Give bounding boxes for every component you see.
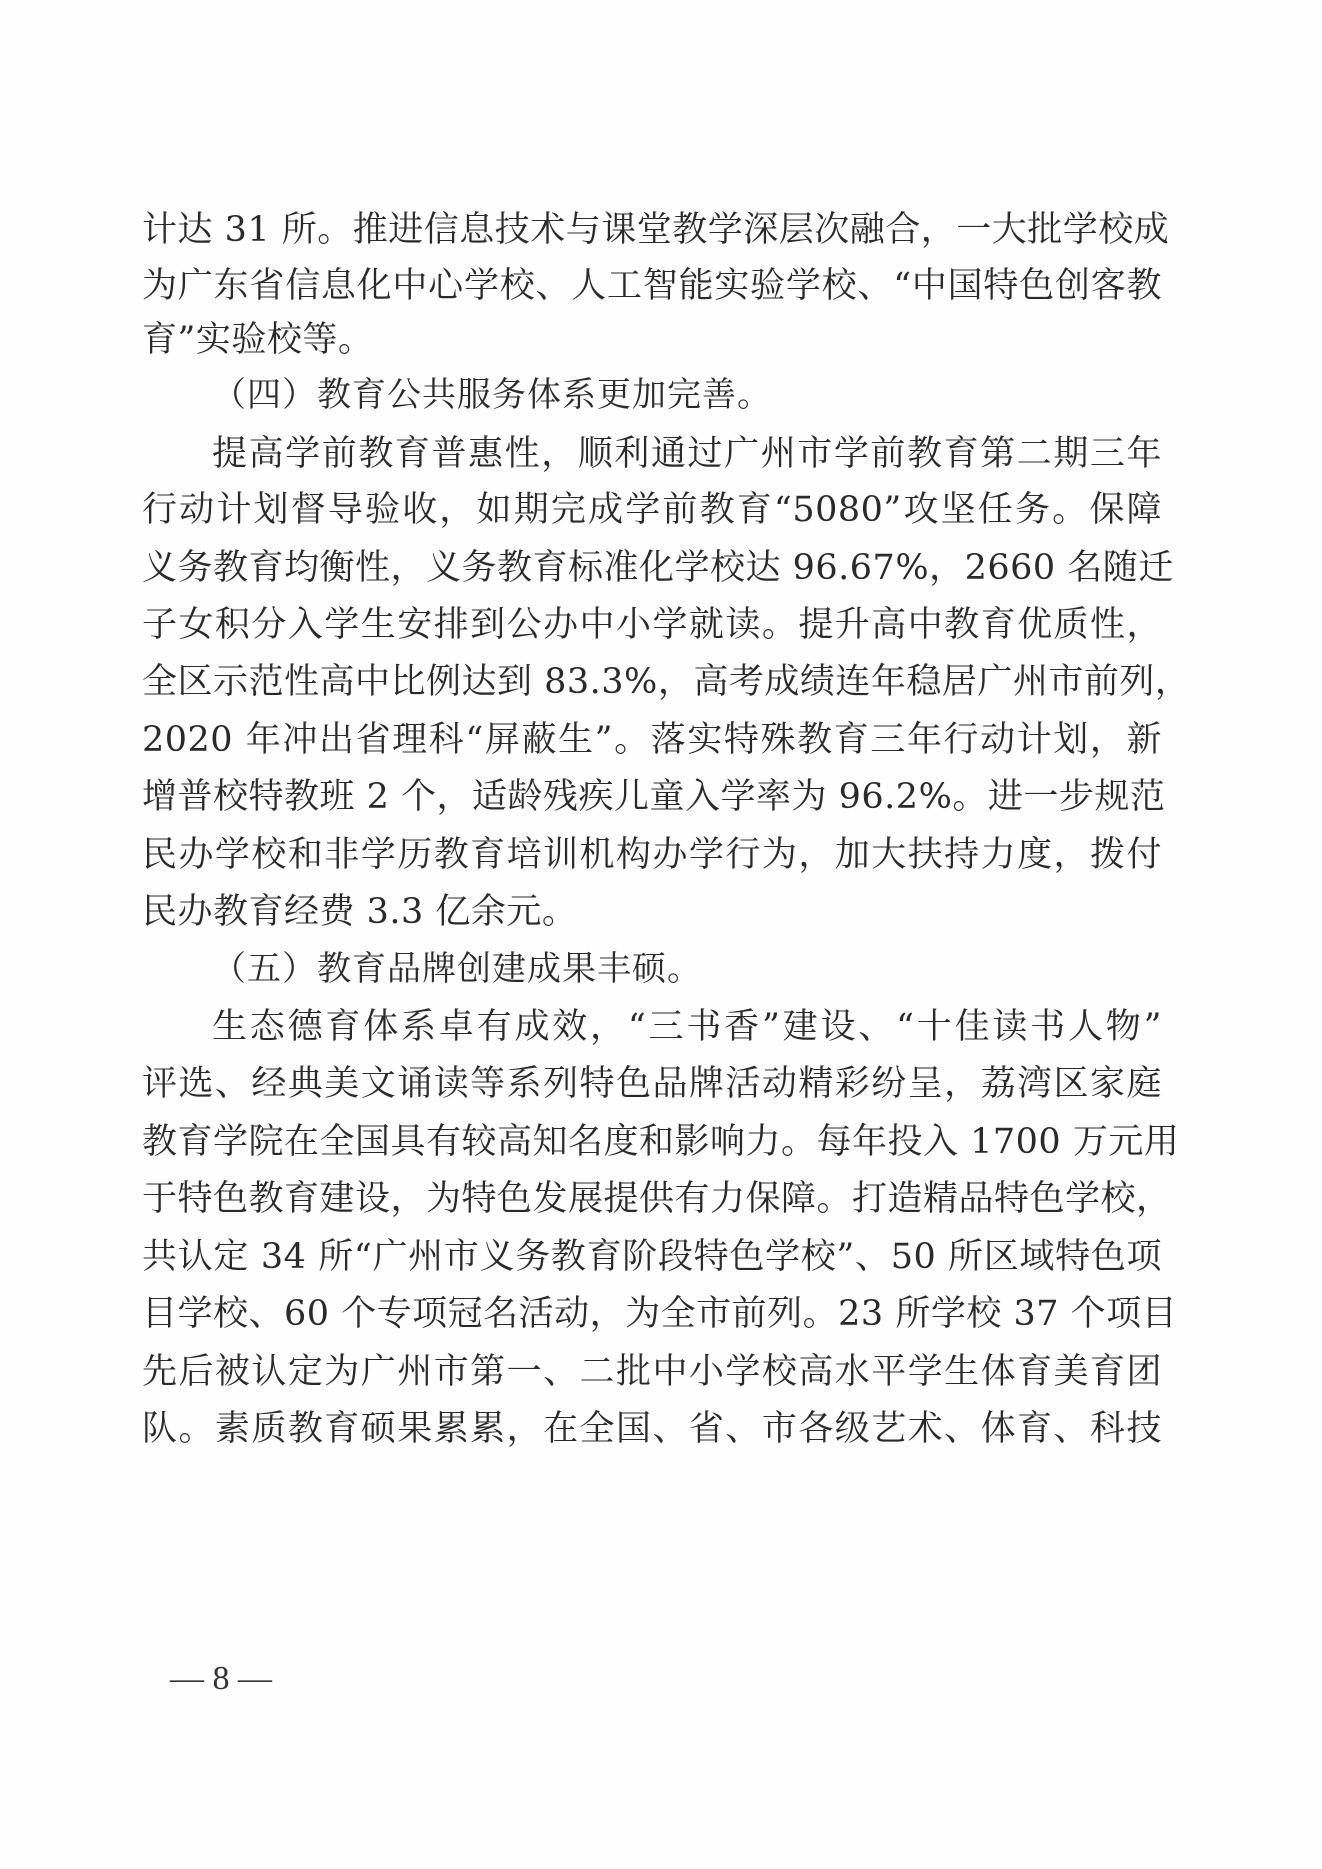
paragraph-line: 民办学校和非学历教育培训机构办学行为，加大扶持力度，拨付 (142, 835, 1162, 875)
paragraph-line: 为广东省信息化中心学校、人工智能实验学校、“中国特色创客教 (142, 266, 1162, 306)
paragraph-line: 子女积分入学生安排到公办中小学就读。提升高中教育优质性， (142, 605, 1162, 645)
paragraph-line: 目学校、60 个专项冠名活动，为全市前列。23 所学校 37 个项目 (142, 1294, 1178, 1334)
paragraph-line: 于特色教育建设，为特色发展提供有力保障。打造精品特色学校， (142, 1179, 1172, 1219)
paragraph-line: 队。素质教育硕果累累，在全国、省、市各级艺术、体育、科技 (142, 1409, 1162, 1449)
paragraph-line: 计达 31 所。推进信息技术与课堂教学深层次融合，一大批学校成 (142, 210, 1170, 250)
paragraph-line: 共认定 34 所“广州市义务教育阶段特色学校”、50 所区域特色项 (142, 1237, 1162, 1277)
paragraph-line: 提高学前教育普惠性，顺利通过广州市学前教育第二期三年 (212, 434, 1162, 474)
paragraph-line: 增普校特教班 2 个，适龄残疾儿童入学率为 96.2%。进一步规范 (142, 777, 1166, 817)
paragraph-line: 先后被认定为广州市第一、二批中小学校高水平学生体育美育团 (142, 1352, 1162, 1392)
paragraph-line: 行动计划督导验收，如期完成学前教育“5080”攻坚任务。保障 (142, 490, 1162, 530)
paragraph-line: 评选、经典美文诵读等系列特色品牌活动精彩纷呈，荔湾区家庭 (142, 1064, 1162, 1104)
paragraph-line: 民办教育经费 3.3 亿余元。 (142, 892, 578, 932)
paragraph-line: 全区示范性高中比例达到 83.3%，高考成绩连年稳居广州市前列， (142, 662, 1191, 702)
paragraph-line: 育”实验校等。 (142, 320, 374, 360)
paragraph-line: 2020 年冲出省理科“屏蔽生”。落实特殊教育三年行动计划，新 (142, 720, 1162, 760)
page-number: — 8 — (170, 1660, 272, 1697)
paragraph-line: 生态德育体系卓有成效，“三书香”建设、“十佳读书人物” (212, 1007, 1162, 1047)
paragraph-line: 教育学院在全国具有较高知名度和影响力。每年投入 1700 万元用 (142, 1122, 1180, 1162)
section-heading-4: （四）教育公共服务体系更加完善。 (212, 375, 772, 415)
section-heading-5: （五）教育品牌创建成果丰硕。 (212, 949, 702, 989)
paragraph-line: 义务教育均衡性，义务教育标准化学校达 96.67%，2660 名随迁 (142, 548, 1174, 588)
